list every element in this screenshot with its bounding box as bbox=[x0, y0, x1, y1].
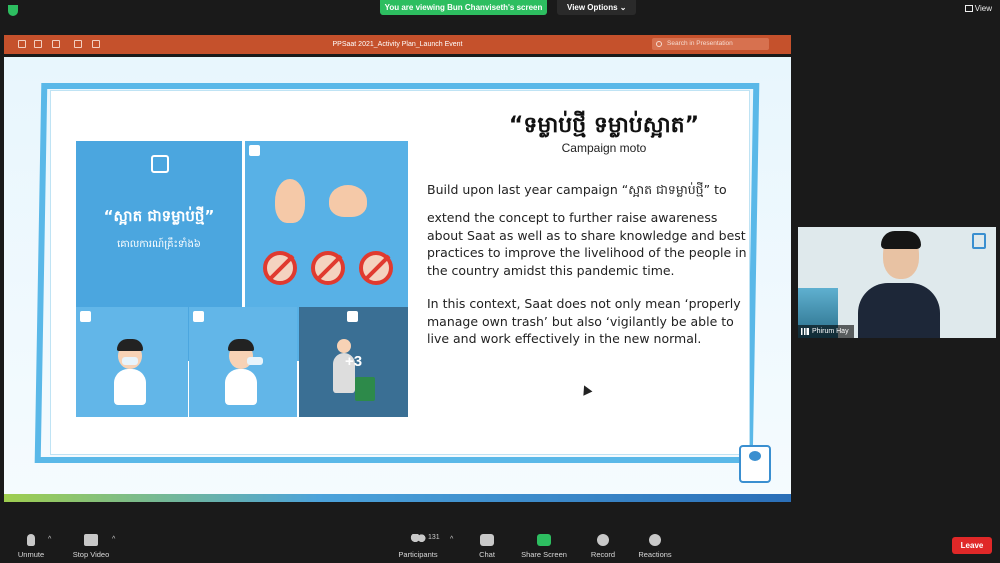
slide-subtitle: Campaign moto bbox=[561, 141, 647, 155]
zoom-control-bar bbox=[0, 529, 1000, 563]
slide-paragraph-1: extend the concept to further raise awareness about Saat as well as to share knowledge and best practices to improve the livelihood of the people in the country amidst this pandemic time. bbox=[427, 210, 747, 278]
reactions-label: Reactions bbox=[638, 550, 672, 559]
slide-paragraph-1-line bbox=[427, 181, 747, 199]
record-icon bbox=[597, 534, 609, 546]
view-options-label: View Options bbox=[567, 3, 618, 12]
number-badge-icon bbox=[249, 145, 260, 156]
grid-icon bbox=[965, 5, 973, 12]
number-badge-icon bbox=[193, 311, 204, 322]
view-options-button[interactable] bbox=[557, 0, 636, 15]
hair-icon bbox=[117, 339, 143, 351]
document-title: PPSaat 2021_Activity Plan_Launch Event bbox=[332, 41, 463, 48]
no-touch-eye-icon bbox=[311, 251, 345, 285]
participants-icon bbox=[409, 534, 427, 546]
search-placeholder: Search in Presentation bbox=[667, 40, 733, 47]
video-options-chevron-icon[interactable]: ^ bbox=[112, 536, 116, 543]
record-label: Record bbox=[590, 550, 616, 559]
video-camera-icon bbox=[84, 534, 98, 546]
viewing-screen-banner: You are viewing Bun Chanviseth's screen bbox=[380, 0, 547, 15]
participant-video-tile[interactable] bbox=[798, 227, 996, 338]
cough-etiquette-tile bbox=[189, 307, 297, 417]
plus-three-label: +3 bbox=[345, 353, 363, 370]
share-screen-label: Share Screen bbox=[521, 550, 567, 559]
no-touch-mouth-icon bbox=[263, 251, 297, 285]
shared-slide bbox=[4, 57, 791, 502]
chat-button[interactable] bbox=[470, 529, 504, 563]
leave-button[interactable]: Leave bbox=[952, 537, 992, 554]
campaign-tile-title: “ស្អាត ជាទម្លាប់ថ្មី” bbox=[103, 207, 215, 225]
mask-icon bbox=[122, 357, 138, 365]
search-icon bbox=[656, 41, 662, 47]
number-badge-icon bbox=[80, 311, 91, 322]
no-touch-nose-icon bbox=[359, 251, 393, 285]
participants-chevron-icon[interactable]: ^ bbox=[450, 536, 454, 543]
waste-disposal-tile bbox=[299, 307, 408, 417]
chat-icon bbox=[480, 534, 494, 546]
powerpoint-title-bar bbox=[4, 35, 791, 54]
speaker-body bbox=[858, 283, 940, 338]
mask-tile bbox=[76, 307, 188, 417]
chevron-down-icon: ⌄ bbox=[619, 3, 627, 12]
saat-logo-icon bbox=[151, 155, 169, 173]
search-presentation-input[interactable] bbox=[652, 38, 769, 50]
slide-bottom-stripe bbox=[4, 494, 791, 502]
muted-microphone-icon bbox=[27, 534, 35, 546]
unmute-button[interactable] bbox=[10, 529, 52, 563]
saat-logo-icon bbox=[972, 233, 986, 249]
slide-quote-title: “ទម្លាប់ថ្មី ទម្លាប់ស្អាត” bbox=[508, 113, 700, 138]
tissue-icon bbox=[247, 357, 263, 365]
hair-icon bbox=[228, 339, 254, 351]
speaker-hair bbox=[881, 231, 921, 249]
audio-options-chevron-icon[interactable]: ^ bbox=[48, 536, 52, 543]
record-button[interactable] bbox=[584, 529, 622, 563]
reactions-icon bbox=[649, 534, 661, 546]
participant-count: 131 bbox=[428, 534, 440, 541]
trash-bin-icon bbox=[355, 377, 375, 401]
campaign-tile-subtitle: គោលការណ៍គ្រឹះទាំង៦ bbox=[117, 239, 201, 250]
share-screen-icon bbox=[537, 534, 551, 546]
signal-strength-icon bbox=[801, 328, 809, 335]
unmute-label: Unmute bbox=[17, 550, 45, 559]
chat-label: Chat bbox=[479, 550, 495, 559]
paragraph-1-end: to bbox=[714, 182, 727, 197]
share-screen-button[interactable] bbox=[518, 529, 570, 563]
shield-icon[interactable] bbox=[8, 5, 18, 16]
hand-icon bbox=[275, 179, 305, 223]
stop-video-label: Stop Video bbox=[72, 550, 110, 559]
saat-logo-icon bbox=[739, 445, 771, 483]
person-icon bbox=[337, 339, 351, 353]
stop-video-button[interactable] bbox=[66, 529, 116, 563]
participants-label: Participants bbox=[398, 550, 438, 559]
paragraph-1-start: Build upon last year campaign bbox=[427, 182, 618, 197]
participant-name-tag bbox=[798, 325, 854, 338]
number-badge-icon bbox=[347, 311, 358, 322]
person-icon bbox=[114, 369, 146, 405]
view-button[interactable] bbox=[965, 4, 992, 13]
reactions-button[interactable] bbox=[634, 529, 676, 563]
person-icon bbox=[225, 369, 257, 405]
hands-washing-icon bbox=[329, 185, 367, 217]
slide-paragraph-2: In this context, Saat does not only mean ‘properly manage own trash’ but also ‘vigilantly be able to live and work effectively in the new normal. bbox=[427, 296, 741, 346]
zoom-top-bar bbox=[0, 0, 1000, 20]
participant-name: Phirum Hay bbox=[812, 328, 849, 335]
paragraph-1-khmer: “ស្អាត ជាទម្លាប់ថ្មី” bbox=[621, 182, 711, 197]
view-label: View bbox=[974, 4, 992, 13]
